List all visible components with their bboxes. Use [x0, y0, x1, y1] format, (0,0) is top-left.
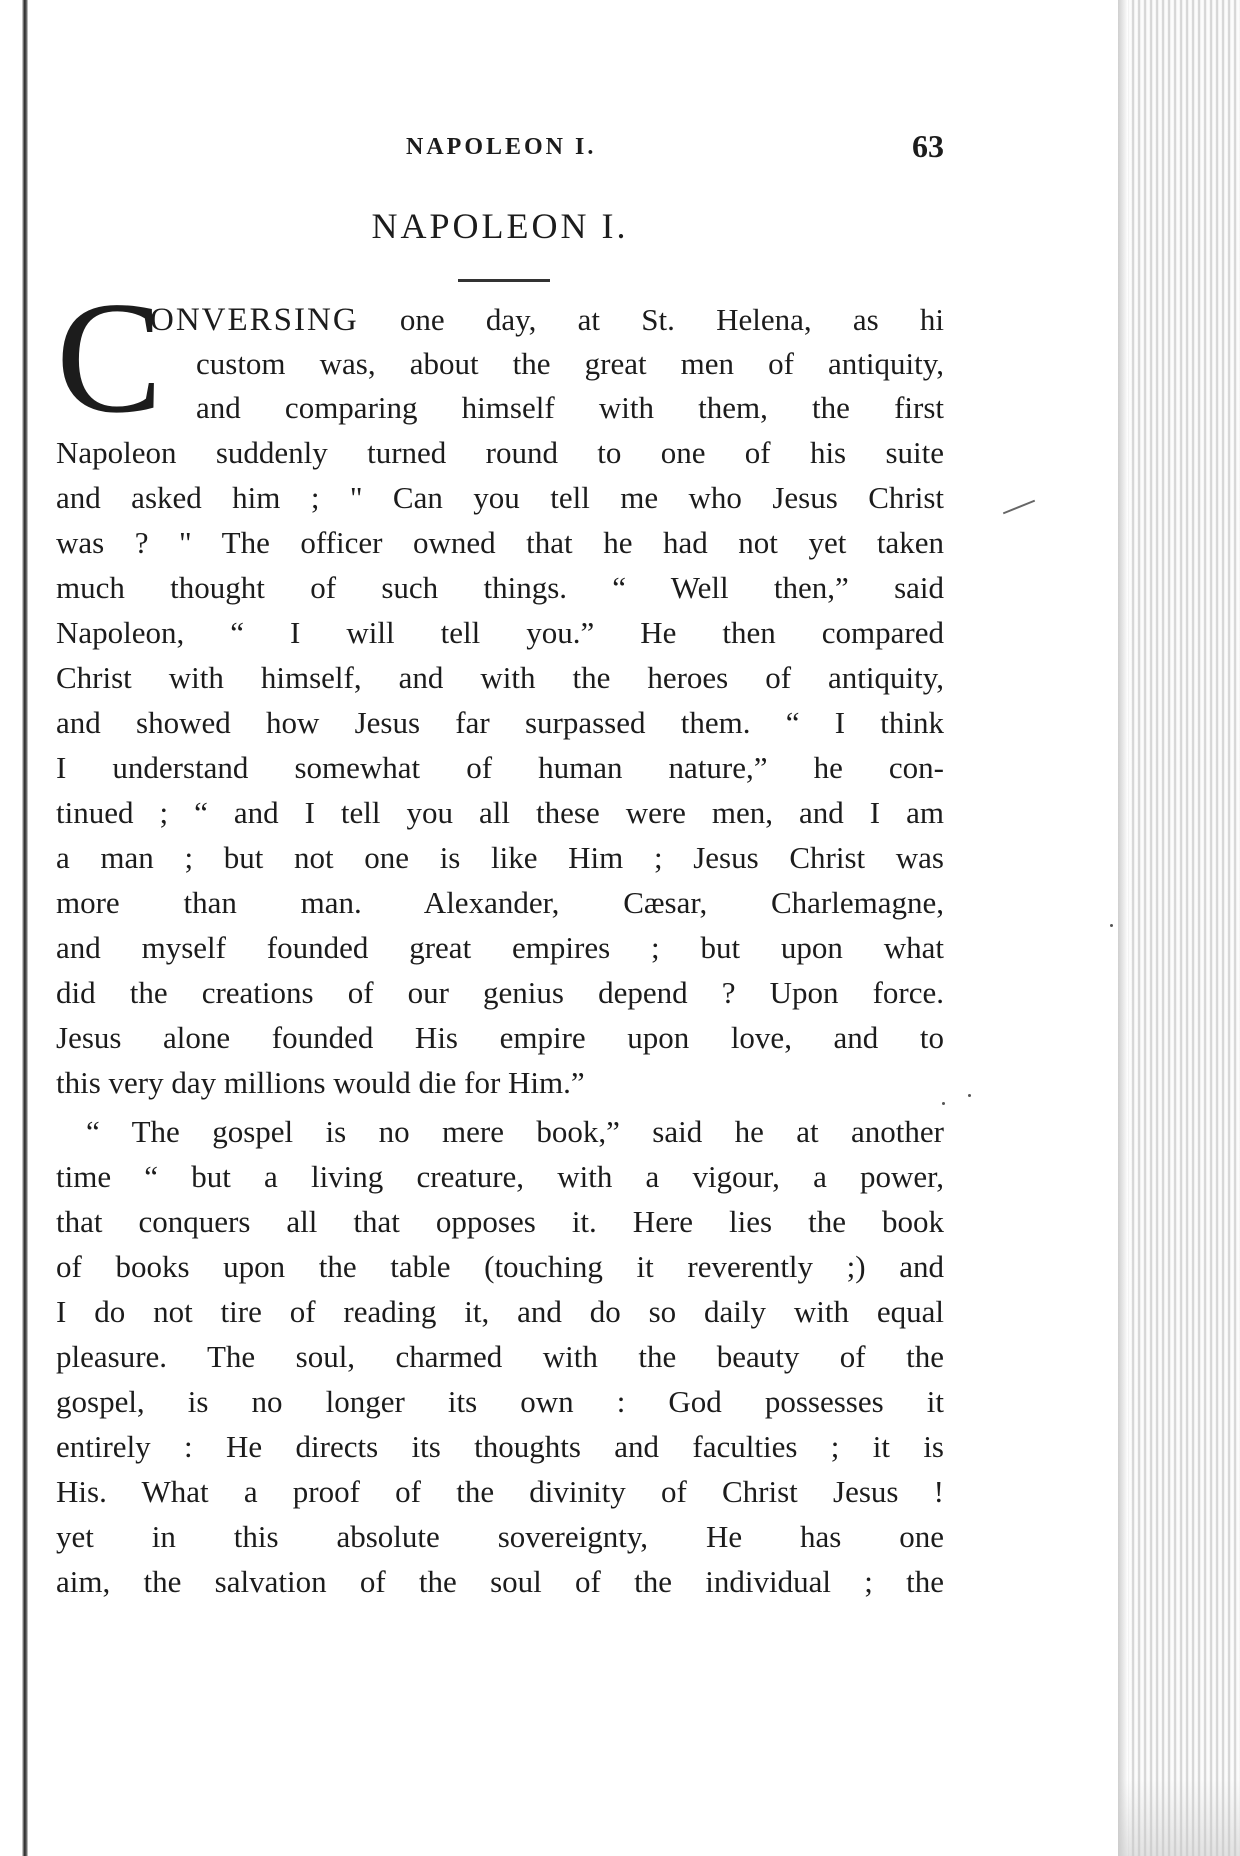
running-head [56, 128, 944, 168]
text-line-28: yet in this absolute sovereignty, He has one [56, 1519, 944, 1554]
text-line-22: of books upon the table (touching it reverently ;) and [56, 1249, 944, 1284]
page-number: 63 [912, 128, 944, 164]
text-line-23: I do not tire of reading it, and do so daily with equal [56, 1294, 944, 1329]
text-line-7: much thought of such things. “ Well then,” said [56, 570, 944, 605]
text-line-16: did the creations of our genius depend ? Upon force. [56, 975, 944, 1010]
chapter-title: NAPOLEON I. [371, 206, 629, 246]
small-caps-opening: ONVERSING [150, 302, 359, 338]
text-line-1-rest: one day, at St. Helena, as hi [358, 302, 944, 337]
text-line-2: custom was, about the great men of antiquity, [196, 346, 944, 381]
text-line-11: I understand somewhat of human nature,” he con- [56, 750, 944, 785]
text-line-8: Napoleon, “ I will tell you.” He then compared [56, 615, 944, 650]
text-line-19: “ The gospel is no mere book,” said he at another [86, 1114, 944, 1149]
paper-speck [1110, 924, 1113, 927]
text-line-21: that conquers all that opposes it. Here lies the book [56, 1204, 944, 1239]
drop-cap: C [56, 268, 163, 446]
text-line-12: tinued ; “ and I tell you all these were men, and I am [56, 795, 944, 830]
text-line-10: and showed how Jesus far surpassed them. “ I think [56, 705, 944, 740]
text-line-13: a man ; but not one is like Him ; Jesus Christ was [56, 840, 944, 875]
text-line-9: Christ with himself, and with the heroes of antiquity, [56, 660, 944, 695]
margin-pencil-mark [1003, 500, 1035, 515]
text-line-15: and myself founded great empires ; but upon what [56, 930, 944, 965]
text-line-6: was ? " The officer owned that he had not yet taken [56, 525, 944, 560]
page-edges-shade [1118, 1780, 1240, 1856]
text-line-14: more than man. Alexander, Cæsar, Charlemagne, [56, 885, 944, 920]
text-line-5: and asked him ; " Can you tell me who Jesus Christ [56, 480, 944, 515]
text-line-18: this very day millions would die for Him.” [56, 1065, 585, 1100]
text-line-24: pleasure. The soul, charmed with the beauty of the [56, 1339, 944, 1374]
text-line-26: entirely : He directs its thoughts and faculties ; it is [56, 1429, 944, 1464]
text-line-3: and comparing himself with them, the first [196, 390, 944, 425]
text-line-1 [150, 300, 944, 340]
running-head-title: NAPOLEON I. [406, 134, 597, 160]
text-line-20: time “ but a living creature, with a vigour, a power, [56, 1159, 944, 1194]
title-rule [458, 279, 550, 282]
text-line-4: Napoleon suddenly turned round to one of his suite [56, 435, 944, 470]
text-line-29: aim, the salvation of the soul of the individual ; the [56, 1564, 944, 1599]
page-gutter-shadow [22, 0, 28, 1856]
paper-speck [968, 1094, 971, 1097]
text-line-27: His. What a proof of the divinity of Christ Jesus ! [56, 1474, 944, 1509]
book-page-edges [1118, 0, 1240, 1856]
text-line-17: Jesus alone founded His empire upon love, and to [56, 1020, 944, 1055]
text-line-25: gospel, is no longer its own : God possesses it [56, 1384, 944, 1419]
